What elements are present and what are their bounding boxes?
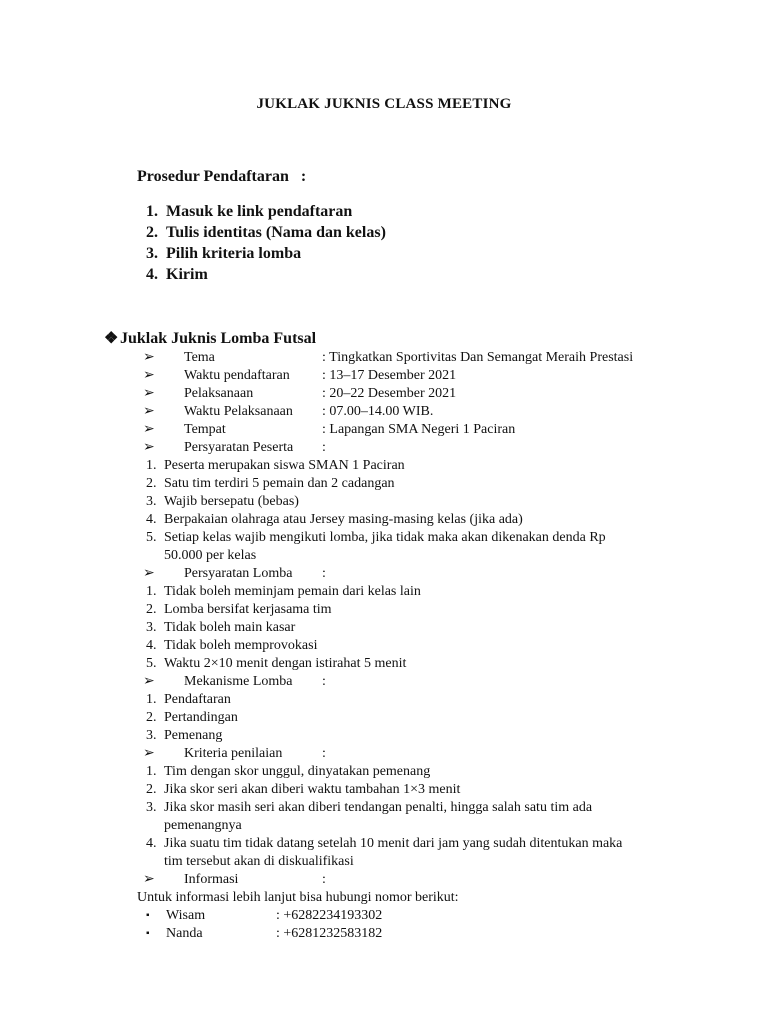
section-colon: : [322,440,326,455]
list-item [0,835,768,853]
list-item-number: 3. [146,494,157,509]
field-row-waktu-pelaksanaan [0,403,768,421]
list-item [0,493,768,511]
info-intro-text: Untuk informasi lebih lanjut bisa hubungi nomor berikut: [137,890,459,905]
list-item-number: 1. [146,458,157,473]
list-item-number: 3. [146,728,157,743]
arrow-bullet-icon: ➢ [143,674,155,689]
list-item-number: 4. [146,512,157,527]
list-item [0,511,768,529]
futsal-heading [104,328,316,348]
list-item-text: Pendaftaran [164,692,231,707]
list-item-text: Pertandingan [164,710,238,725]
procedure-item [146,264,386,285]
list-item-number: 3. [146,800,157,815]
section-heading-kriteria-penilaian [0,745,768,763]
list-item [0,529,768,547]
square-bullet-icon: ▪ [146,910,150,921]
section-heading-persyaratan-lomba [0,565,768,583]
list-item-number: 1. [146,584,157,599]
list-item-text: tim tersebut akan di diskualifikasi [164,854,354,869]
section-label: Informasi [184,872,239,887]
document-title: JUKLAK JUKNIS CLASS MEETING [256,96,512,112]
section-colon: : [322,746,326,761]
list-item [0,583,768,601]
procedure-item-number: 3. [146,245,158,262]
field-label: Tempat [184,422,226,437]
list-item [0,475,768,493]
list-item [0,619,768,637]
list-item [0,691,768,709]
procedure-item [146,201,386,222]
contact-phone: : +6282234193302 [276,908,383,923]
field-value: : Tingkatkan Sportivitas Dan Semangat Meraih Prestasi [322,350,634,365]
list-item-number: 2. [146,602,157,617]
arrow-bullet-icon: ➢ [143,386,155,401]
procedure-item-number: 2. [146,224,158,241]
field-row-waktu-pendaftaran [0,367,768,385]
list-item-text: pemenangnya [164,818,242,833]
list-item [0,601,768,619]
section-heading-persyaratan-peserta [0,439,768,457]
list-item-text: Setiap kelas wajib mengikuti lomba, jika tidak maka akan dikenakan denda Rp [164,530,606,545]
list-item [0,709,768,727]
list-item-number: 4. [146,638,157,653]
list-item-text: Wajib bersepatu (bebas) [164,494,299,509]
list-item-text: Lomba bersifat kerjasama tim [164,602,332,617]
list-item [0,637,768,655]
section-heading-informasi [0,871,768,889]
list-item-text: Satu tim terdiri 5 pemain dan 2 cadangan [164,476,395,491]
field-row-tema [0,349,768,367]
field-value: : 13–17 Desember 2021 [322,368,457,383]
list-item-continuation [0,853,768,871]
list-item-text: Tidak boleh main kasar [164,620,296,635]
list-item-text: Pemenang [164,728,223,743]
list-item-number: 2. [146,782,157,797]
list-item-number: 3. [146,620,157,635]
contact-phone: : +6281232583182 [276,926,383,941]
list-item-text: Jika skor masih seri akan diberi tendangan penalti, hingga salah satu tim ada [164,800,593,815]
list-item [0,457,768,475]
list-item-text: Peserta merupakan siswa SMAN 1 Paciran [164,458,405,473]
arrow-bullet-icon: ➢ [143,440,155,455]
section-heading-mekanisme-lomba [0,673,768,691]
section-colon: : [322,674,326,689]
list-item-text: Tim dengan skor unggul, dinyatakan pemenang [164,764,431,779]
list-item-number: 2. [146,710,157,725]
list-item [0,763,768,781]
procedure-item-text: Tulis identitas (Nama dan kelas) [166,224,386,241]
list-item [0,781,768,799]
field-value: : 07.00–14.00 WIB. [322,404,434,419]
list-item [0,655,768,673]
list-item-text: Jika skor seri akan diberi waktu tambahan 1×3 menit [164,782,461,797]
section-colon: : [322,566,326,581]
field-label: Tema [184,350,215,365]
procedure-item-number: 1. [146,203,158,220]
field-label: Waktu Pelaksanaan [184,404,293,419]
list-item-continuation [0,817,768,835]
list-item-text: Waktu 2×10 menit dengan istirahat 5 menit [164,656,407,671]
futsal-heading-text: Juklak Juknis Lomba Futsal [120,330,317,347]
procedure-item [146,243,386,264]
list-item-number: 1. [146,692,157,707]
field-value: : 20–22 Desember 2021 [322,386,457,401]
procedure-heading: Prosedur Pendaftaran : [137,168,307,185]
arrow-bullet-icon: ➢ [143,368,155,383]
field-row-pelaksanaan [0,385,768,403]
arrow-bullet-icon: ➢ [143,746,155,761]
procedure-list [146,201,386,285]
list-item-number: 5. [146,530,157,545]
procedure-item-text: Kirim [166,266,208,283]
arrow-bullet-icon: ➢ [143,872,155,887]
procedure-item-text: Masuk ke link pendaftaran [166,203,353,220]
futsal-section [0,349,768,943]
procedure-item [146,222,386,243]
field-label: Waktu pendaftaran [184,368,290,383]
list-item-text: 50.000 per kelas [164,548,257,563]
arrow-bullet-icon: ➢ [143,404,155,419]
section-label: Persyaratan Peserta [184,440,294,455]
list-item [0,799,768,817]
list-item-number: 5. [146,656,157,671]
arrow-bullet-icon: ➢ [143,566,155,581]
contact-row [0,925,768,943]
list-item-text: Tidak boleh meminjam pemain dari kelas lain [164,584,421,599]
diamond-bullet-icon: ❖ [104,330,119,347]
contact-name: Nanda [166,926,203,941]
section-label: Mekanisme Lomba [184,674,293,689]
section-label: Kriteria penilaian [184,746,283,761]
list-item [0,727,768,745]
section-label: Persyaratan Lomba [184,566,293,581]
section-colon: : [322,872,326,887]
procedure-item-number: 4. [146,266,158,283]
list-item-text: Berpakaian olahraga atau Jersey masing-masing kelas (jika ada) [164,512,523,527]
arrow-bullet-icon: ➢ [143,422,155,437]
field-label: Pelaksanaan [184,386,254,401]
field-value: : Lapangan SMA Negeri 1 Paciran [322,422,516,437]
list-item-text: Jika suatu tim tidak datang setelah 10 menit dari jam yang sudah ditentukan maka [164,836,623,851]
list-item-number: 4. [146,836,157,851]
list-item-text: Tidak boleh memprovokasi [164,638,318,653]
field-row-tempat [0,421,768,439]
list-item-continuation [0,547,768,565]
list-item-number: 1. [146,764,157,779]
contact-row [0,907,768,925]
list-item-number: 2. [146,476,157,491]
contact-name: Wisam [166,908,206,923]
procedure-item-text: Pilih kriteria lomba [166,245,302,262]
arrow-bullet-icon: ➢ [143,350,155,365]
square-bullet-icon: ▪ [146,928,150,939]
info-intro [0,889,768,907]
